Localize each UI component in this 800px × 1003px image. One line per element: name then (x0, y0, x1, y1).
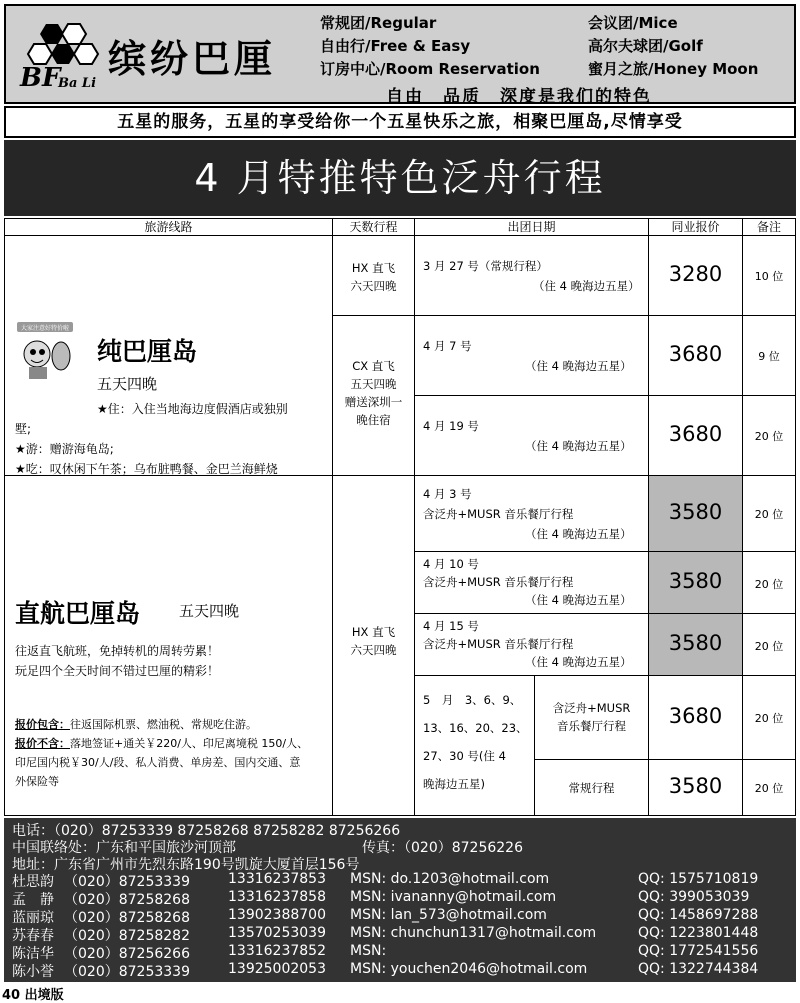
date-cell (415, 316, 649, 396)
logo-letters: BF (20, 63, 61, 93)
contact-tel: （020）87258268 (64, 910, 190, 926)
contact-name: 苏春春 (12, 928, 54, 944)
date-cell (415, 552, 649, 614)
seats-value: 20 位 (754, 640, 784, 653)
price-excludes-line: 外保险等 (15, 775, 59, 788)
contact-mobile: 13570253039 (228, 925, 326, 941)
contact-qq: QQ: 1322744384 (638, 961, 759, 977)
route1-subtitle: 五天四晚 (97, 375, 158, 393)
footer-office: 中国联络处：广东和平国旅沙河顶部 (12, 840, 236, 856)
date-extra: 含泛舟+MUSR 音乐餐厅行程 (423, 507, 574, 521)
date-cell (415, 396, 649, 476)
contact-qq: QQ: 1575710819 (638, 871, 759, 887)
price-value: 3580 (668, 569, 723, 593)
seats-cell (743, 476, 795, 552)
price-cell (649, 760, 743, 816)
days-hx1 (333, 236, 415, 316)
price-cell (649, 236, 743, 316)
seats-cell (743, 236, 795, 316)
price-cell (649, 396, 743, 476)
date-note: （住 4 晚海边五星） (525, 439, 632, 453)
days-cx-line: CX 直飞 (352, 359, 395, 373)
itinerary-table (4, 218, 796, 816)
may-option1-cell (535, 676, 649, 760)
may-dates-line: 晚海边五星) (423, 777, 485, 791)
date-note: （住 4 晚海边五星） (525, 527, 632, 541)
days-hx2-line: 六天四晚 (350, 643, 397, 657)
contact-qq: QQ: 1223801448 (638, 925, 759, 941)
motto: 自由 品质 深度是我们的特色 (386, 87, 652, 107)
service-regular: 常规团/Regular (320, 14, 437, 32)
mascot-icon (15, 322, 75, 382)
slogan: 五星的服务，五星的享受给你一个五星快乐之旅，相聚巴厘岛,尽情享受 (4, 106, 796, 138)
route1-line: ★吃：叹休闲下午茶；乌布脏鸭餐、金巴兰海鲜烧 (15, 462, 278, 476)
contact-tel: （020）87253339 (64, 964, 190, 980)
date-text: 4 月 7 号 (423, 339, 472, 353)
contact-tel: （020）87258282 (64, 928, 190, 944)
price-cell (649, 316, 743, 396)
price-cell (649, 552, 743, 614)
may-dates-line: 13、16、20、23、 (423, 721, 528, 735)
date-note: （住 4 晚海边五星） (525, 655, 632, 669)
contact-name: 杜思韵 (12, 874, 54, 890)
date-extra: 含泛舟+MUSR 音乐餐厅行程 (423, 575, 574, 589)
service-mice: 会议团/Mice (588, 14, 678, 32)
contact-name: 孟 静 (12, 892, 54, 908)
route1-title: 纯巴厘岛 (97, 337, 198, 366)
route2-line: 往返直飞航班，免掉转机的周转劳累！ (15, 644, 220, 658)
contact-name: 陈洁华 (12, 946, 54, 962)
service-room-reservation: 订房中心/Room Reservation (320, 60, 540, 78)
seats-cell (743, 316, 795, 396)
route2-cell (5, 476, 333, 816)
price-value: 3280 (668, 262, 723, 286)
date-note: （住 4 晚海边五星） (525, 359, 632, 373)
price-value: 3680 (668, 342, 723, 366)
brand-name: 缤纷巴厘 (108, 36, 277, 81)
seats-value: 20 位 (754, 782, 784, 795)
date-note: （住 4 晚海边五星） (525, 593, 632, 607)
date-extra: 含泛舟+MUSR 音乐餐厅行程 (423, 637, 574, 651)
contact-mobile: 13902388700 (228, 907, 326, 923)
date-note: （住 4 晚海边五星） (533, 279, 640, 293)
page-label: 40 出境版 (2, 988, 64, 1003)
contact-qq: QQ: 399053039 (638, 889, 750, 905)
seats-value: 20 位 (754, 508, 784, 521)
price-cell (649, 676, 743, 760)
route1-line: 墅; (15, 422, 32, 436)
contact-name: 陈小誉 (12, 964, 54, 980)
seats-value: 20 位 (754, 578, 784, 591)
seats-cell (743, 676, 795, 760)
seats-cell (743, 396, 795, 476)
contact-qq: QQ: 1772541556 (638, 943, 759, 959)
price-value: 3680 (668, 704, 723, 728)
days-cx-line: 晚住宿 (356, 413, 391, 427)
may-dates-line: 5 月 3、6、9、 (423, 693, 522, 707)
contact-tel: （020）87253339 (64, 874, 190, 890)
service-golf: 高尔夫球团/Golf (588, 37, 703, 55)
brand-subtitle: Ba Li (58, 76, 97, 91)
contact-qq: QQ: 1458697288 (638, 907, 759, 923)
seats-cell (743, 614, 795, 676)
seats-cell (743, 552, 795, 614)
date-text: 4 月 15 号 (423, 619, 479, 633)
footer-fax: 传真：（020）87256226 (362, 840, 523, 856)
may-dates-line: 27、30 号(住 4 (423, 749, 506, 763)
contact-msn[interactable]: MSN: chunchun1317@hotmail.com (350, 925, 597, 941)
days-cx-line: 赠送深圳一 (344, 395, 403, 409)
date-text: 3 月 27 号（常规行程） (423, 259, 548, 273)
header-dates: 出团日期 (415, 219, 649, 236)
days-cx-line: 五天四晚 (350, 377, 397, 391)
price-value: 3580 (668, 631, 723, 655)
price-cell (649, 614, 743, 676)
route2-subtitle: 五天四晚 (179, 602, 240, 620)
price-value: 3680 (668, 422, 723, 446)
price-includes: 报价包含：往返国际机票、燃油税、常规吃住游。 (15, 718, 257, 731)
may-dates-cell (415, 676, 535, 816)
seats-value: 10 位 (754, 270, 784, 283)
contact-msn[interactable]: MSN: (350, 943, 387, 959)
date-cell (415, 476, 649, 552)
contact-mobile: 13925002053 (228, 961, 326, 977)
days-hx2-line: HX 直飞 (351, 625, 396, 639)
date-text: 4 月 3 号 (423, 487, 472, 501)
contact-footer (4, 818, 796, 982)
days-cx (333, 316, 415, 476)
banner-title: 4 月特推特色泛舟行程 (4, 140, 796, 216)
header (4, 4, 796, 107)
date-cell (415, 614, 649, 676)
days-hx2 (333, 476, 415, 816)
seats-value: 20 位 (754, 712, 784, 725)
days-hx1-line: HX 直飞 (351, 261, 396, 275)
header-days: 天数行程 (333, 219, 415, 236)
may-option1-line: 音乐餐厅行程 (557, 719, 626, 733)
footer-address: 地址：广东省广州市先烈东路190号凯旋大厦首层156号 (12, 857, 360, 873)
price-excludes-line: 印尼国内税￥30/人/段、私人消费、单房差、国内交通、意 (15, 756, 301, 769)
header-notes: 备注 (743, 219, 795, 236)
route2-title: 直航巴厘岛 (15, 599, 141, 628)
date-text: 4 月 19 号 (423, 419, 479, 433)
route1-line: ★住：入住当地海边度假酒店或独别 (97, 402, 288, 416)
may-option2-text: 常规行程 (568, 781, 615, 795)
contact-msn[interactable]: MSN: do.1203@hotmail.com (350, 871, 550, 887)
service-honey-moon: 蜜月之旅/Honey Moon (588, 60, 759, 78)
contact-msn[interactable]: MSN: lan_573@hotmail.com (350, 907, 547, 923)
contact-tel: （020）87258268 (64, 892, 190, 908)
date-text: 4 月 10 号 (423, 557, 479, 571)
route1-line: ★游：赠游海龟岛; (15, 442, 114, 456)
may-option2-cell (535, 760, 649, 816)
contact-name: 蓝丽琼 (12, 910, 54, 926)
price-cell (649, 476, 743, 552)
contact-mobile: 13316237853 (228, 871, 326, 887)
mascot-badge-text: 大家注意好特价啦 (20, 325, 70, 332)
footer-phone: 电话：（020）87253339 87258268 87258282 87256266 (12, 823, 401, 839)
route1-cell (5, 236, 333, 476)
route2-line: 玩足四个全天时间不错过巴厘的精彩！ (15, 664, 220, 678)
header-price: 同业报价 (649, 219, 743, 236)
contact-mobile: 13316237852 (228, 943, 326, 959)
date-cell (415, 236, 649, 316)
contact-tel: （020）87256266 (64, 946, 190, 962)
contact-msn[interactable]: MSN: ivananny@hotmail.com (350, 889, 557, 905)
price-value: 3580 (668, 500, 723, 524)
header-route: 旅游线路 (5, 219, 333, 236)
days-hx1-line: 六天四晚 (350, 279, 397, 293)
contact-mobile: 13316237858 (228, 889, 326, 905)
seats-value: 9 位 (758, 350, 780, 363)
seats-cell (743, 760, 795, 816)
service-free-easy: 自由行/Free & Easy (320, 37, 471, 55)
may-option1-line: 含泛舟+MUSR (552, 701, 631, 715)
price-excludes: 报价不含：落地签证+通关￥220/人、印尼离境税 150/人、 (15, 737, 309, 750)
price-value: 3580 (668, 774, 723, 798)
seats-value: 20 位 (754, 430, 784, 443)
contact-msn[interactable]: MSN: youchen2046@hotmail.com (350, 961, 588, 977)
